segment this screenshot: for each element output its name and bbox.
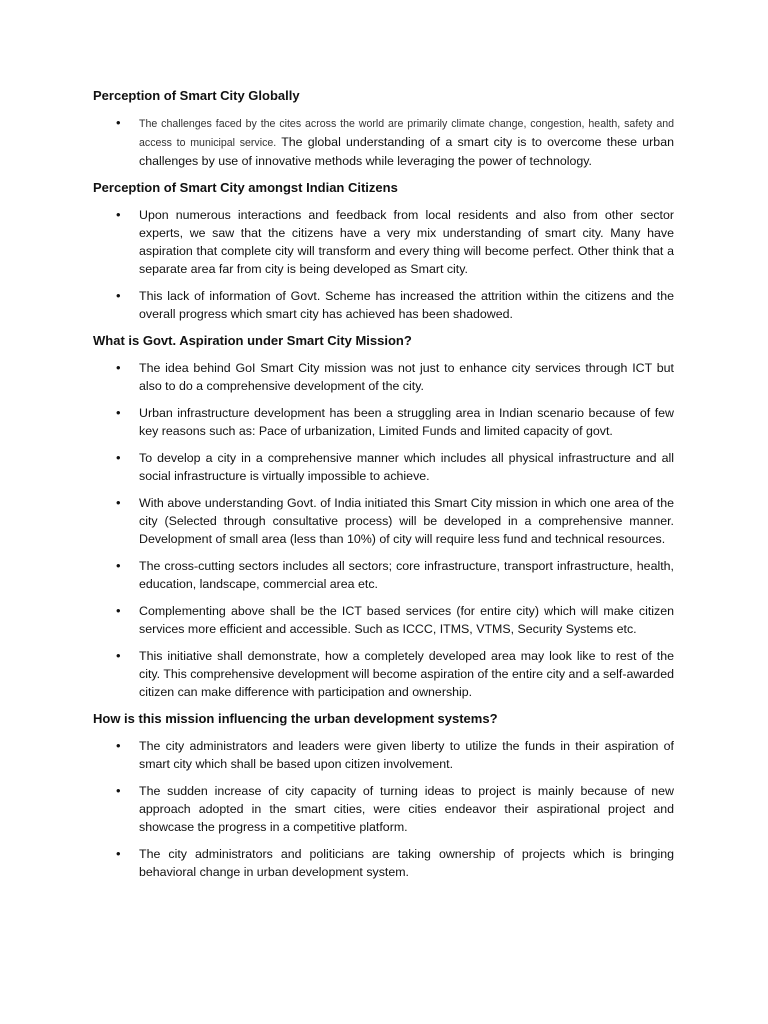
section-indian-citizens (93, 179, 674, 323)
section-heading: How is this mission influencing the urban development systems? (93, 711, 498, 726)
bullet-item: • With above understanding Govt. of India initiated this Smart City mission in which one area of the city (Selected through consultative process) will be developed in a comprehensive manner. Development of small area (less than 10%) of city will require less fund and technical resources. (93, 494, 674, 548)
section-heading: Perception of Smart City amongst Indian Citizens (93, 180, 398, 195)
bullet-item: • Upon numerous interactions and feedback from local residents and also from other sector experts, we saw that the citizens have a very mix understanding of smart city. Many have aspiration that complete city will transform and every thing will become perfect. Other think that a separate area far from city is being developed as Smart city. (93, 206, 674, 278)
section-heading: Perception of Smart City Globally (93, 88, 300, 103)
bullet-item: • The cross-cutting sectors includes all sectors; core infrastructure, transport infrastructure, health, education, landscape, commercial area etc. (93, 557, 674, 593)
bullet-item: • The city administrators and leaders were given liberty to utilize the funds in their aspiration of smart city which shall be based upon citizen involvement. (93, 737, 674, 773)
bullet-item: • The idea behind GoI Smart City mission was not just to enhance city services through ICT but also to do a comprehensive development of the city. (93, 359, 674, 395)
bullet-item (93, 114, 674, 170)
section-heading: What is Govt. Aspiration under Smart City Mission? (93, 333, 412, 348)
bullet-list (93, 114, 674, 170)
bullet-item: • This initiative shall demonstrate, how a completely developed area may look like to rest of the city. This comprehensive development will become aspiration of the entire city and a self-awarded citizen can make difference with participation and ownership. (93, 647, 674, 701)
section-urban-development (93, 710, 674, 881)
bullet-list (93, 737, 674, 881)
section-global (93, 87, 674, 170)
bullet-list (93, 206, 674, 323)
bullet-item: • This lack of information of Govt. Scheme has increased the attrition within the citizens and the overall progress which smart city has achieved has been shadowed. (93, 287, 674, 323)
bullet-item: • The sudden increase of city capacity of turning ideas to project is mainly because of new approach adopted in the smart cities, were cities endeavor their aspirational project and showcase the progress in a competitive platform. (93, 782, 674, 836)
bullet-item: • The city administrators and politicians are taking ownership of projects which is bringing behavioral change in urban development system. (93, 845, 674, 881)
bullet-text-light: The challenges faced by the cites across the world are primarily climate change, congestion, health, safety and access to municipal service. (139, 118, 674, 149)
section-govt-aspiration (93, 332, 674, 701)
bullet-item: • Complementing above shall be the ICT based services (for entire city) which will make citizen services more efficient and accessible. Such as ICCC, ITMS, VTMS, Security Systems etc. (93, 602, 674, 638)
bullet-item: • To develop a city in a comprehensive manner which includes all physical infrastructure and all social infrastructure is virtually impossible to achieve. (93, 449, 674, 485)
bullet-text: The global understanding of a smart city is to overcome these urban challenges by use of innovative methods while leveraging the power of technology. (139, 135, 674, 168)
bullet-list (93, 359, 674, 701)
bullet-item: • Urban infrastructure development has been a struggling area in Indian scenario because of few key reasons such as: Pace of urbanization, Limited Funds and limited capacity of govt. (93, 404, 674, 440)
